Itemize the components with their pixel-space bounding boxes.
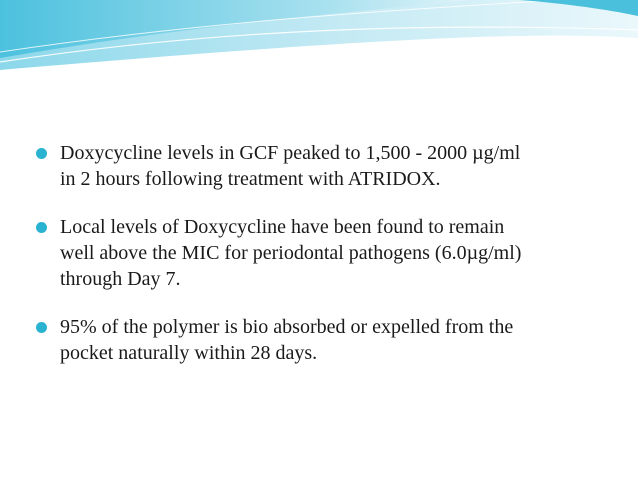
bullet-item-polymer: [34, 314, 604, 366]
bullet-icon: [36, 222, 47, 233]
bullet-icon: [36, 322, 47, 333]
bullet-text: 95% of the polymer is bio absorbed or expelled from the pocket naturally within 28 days.: [60, 316, 514, 364]
bullet-item-local-levels: [34, 214, 604, 292]
bullet-text: Local levels of Doxycycline have been found to remain well above the MIC for periodontal pathogens (6.0µg/ml) through Day 7.: [60, 216, 522, 290]
bullet-icon: [36, 148, 47, 159]
header-swoosh-decoration: [0, 0, 638, 80]
bullet-list: [34, 140, 604, 388]
bullet-text: Doxycycline levels in GCF peaked to 1,500 - 2000 µg/ml in 2 hours following treatment with ATRIDOX.: [60, 142, 521, 190]
bullet-item-gcf-levels: [34, 140, 604, 192]
